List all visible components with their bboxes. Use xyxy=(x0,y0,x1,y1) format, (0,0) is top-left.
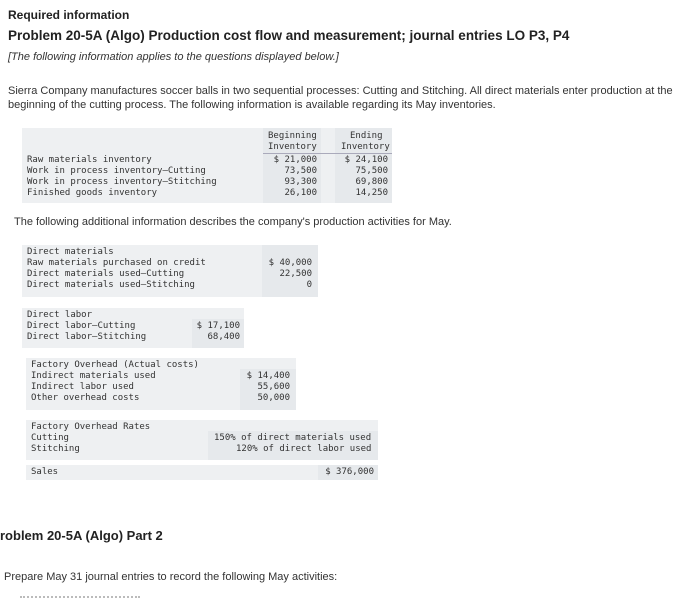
inv-beginning-value: 93,300 xyxy=(284,177,317,187)
cut-off-line xyxy=(20,596,140,598)
fo-row-value: $ 14,400 xyxy=(246,371,290,381)
inv-ending-value: 75,500 xyxy=(355,166,388,176)
sales-label: Sales xyxy=(31,467,59,477)
beginning-header-1: Beginning xyxy=(268,131,317,141)
dm-row-value: $ 40,000 xyxy=(268,258,312,268)
sales-value: $ 376,000 xyxy=(325,467,374,477)
dl-row-label: Direct labor—Stitching xyxy=(27,332,147,342)
direct-labor-title: Direct labor xyxy=(27,310,93,320)
dl-row-value: $ 17,100 xyxy=(196,321,240,331)
part2-prompt: Prepare May 31 journal entries to record the following May activities: xyxy=(4,571,338,583)
or-row-value: 120% of direct labor used xyxy=(236,444,372,454)
beginning-header-2: Inventory xyxy=(268,142,317,152)
dm-row-label: Raw materials purchased on credit xyxy=(27,258,206,268)
inv-ending-value: 14,250 xyxy=(355,188,388,198)
additional-info-text: The following additional information describes the company's production activities for May. xyxy=(14,216,452,228)
dl-row-label: Direct labor—Cutting xyxy=(27,321,136,331)
dm-row-value: 0 xyxy=(306,280,312,290)
inv-ending-value: $ 24,100 xyxy=(344,155,388,165)
inv-beginning-value: 26,100 xyxy=(284,188,317,198)
dl-row-value: 68,400 xyxy=(207,332,240,342)
ending-header-1: Ending xyxy=(350,131,383,141)
dm-row-label: Direct materials used—Cutting xyxy=(27,269,185,279)
inv-beginning-value: $ 21,000 xyxy=(273,155,317,165)
or-row-label: Cutting xyxy=(31,433,69,443)
problem-title: Problem 20-5A (Algo) Production cost flow and measurement; journal entries LO P3, P4 xyxy=(8,28,570,43)
fo-row-value: 55,600 xyxy=(257,382,290,392)
fo-row-label: Indirect labor used xyxy=(31,382,134,392)
inventories-header-divider xyxy=(263,153,392,154)
overhead-rates-title: Factory Overhead Rates xyxy=(31,422,151,432)
inv-row-label: Work in process inventory—Stitching xyxy=(27,177,217,187)
part2-title: roblem 20-5A (Algo) Part 2 xyxy=(0,528,163,543)
inv-row-label: Work in process inventory—Cutting xyxy=(27,166,206,176)
required-information-heading: Required information xyxy=(8,8,130,22)
applies-note: [The following information applies to the questions displayed below.] xyxy=(8,51,339,63)
dm-row-value: 22,500 xyxy=(279,269,312,279)
or-row-label: Stitching xyxy=(31,444,80,454)
fo-row-label: Other overhead costs xyxy=(31,393,140,403)
ending-header-2: Inventory xyxy=(341,142,390,152)
inv-row-label: Finished goods inventory xyxy=(27,188,158,198)
dm-row-label: Direct materials used—Stitching xyxy=(27,280,195,290)
direct-materials-title: Direct materials xyxy=(27,247,114,257)
inv-beginning-value: 73,500 xyxy=(284,166,317,176)
or-row-value: 150% of direct materials used xyxy=(214,433,372,443)
intro-paragraph: Sierra Company manufactures soccer balls in two sequential processes: Cutting and Stitching. All direct materials enter production at the beginning of the cutting process. The following information is available regarding its May inventories. xyxy=(8,85,673,111)
fo-row-label: Indirect materials used xyxy=(31,371,156,381)
inv-row-label: Raw materials inventory xyxy=(27,155,152,165)
factory-overhead-title: Factory Overhead (Actual costs) xyxy=(31,360,199,370)
fo-row-value: 50,000 xyxy=(257,393,290,403)
inv-ending-value: 69,800 xyxy=(355,177,388,187)
